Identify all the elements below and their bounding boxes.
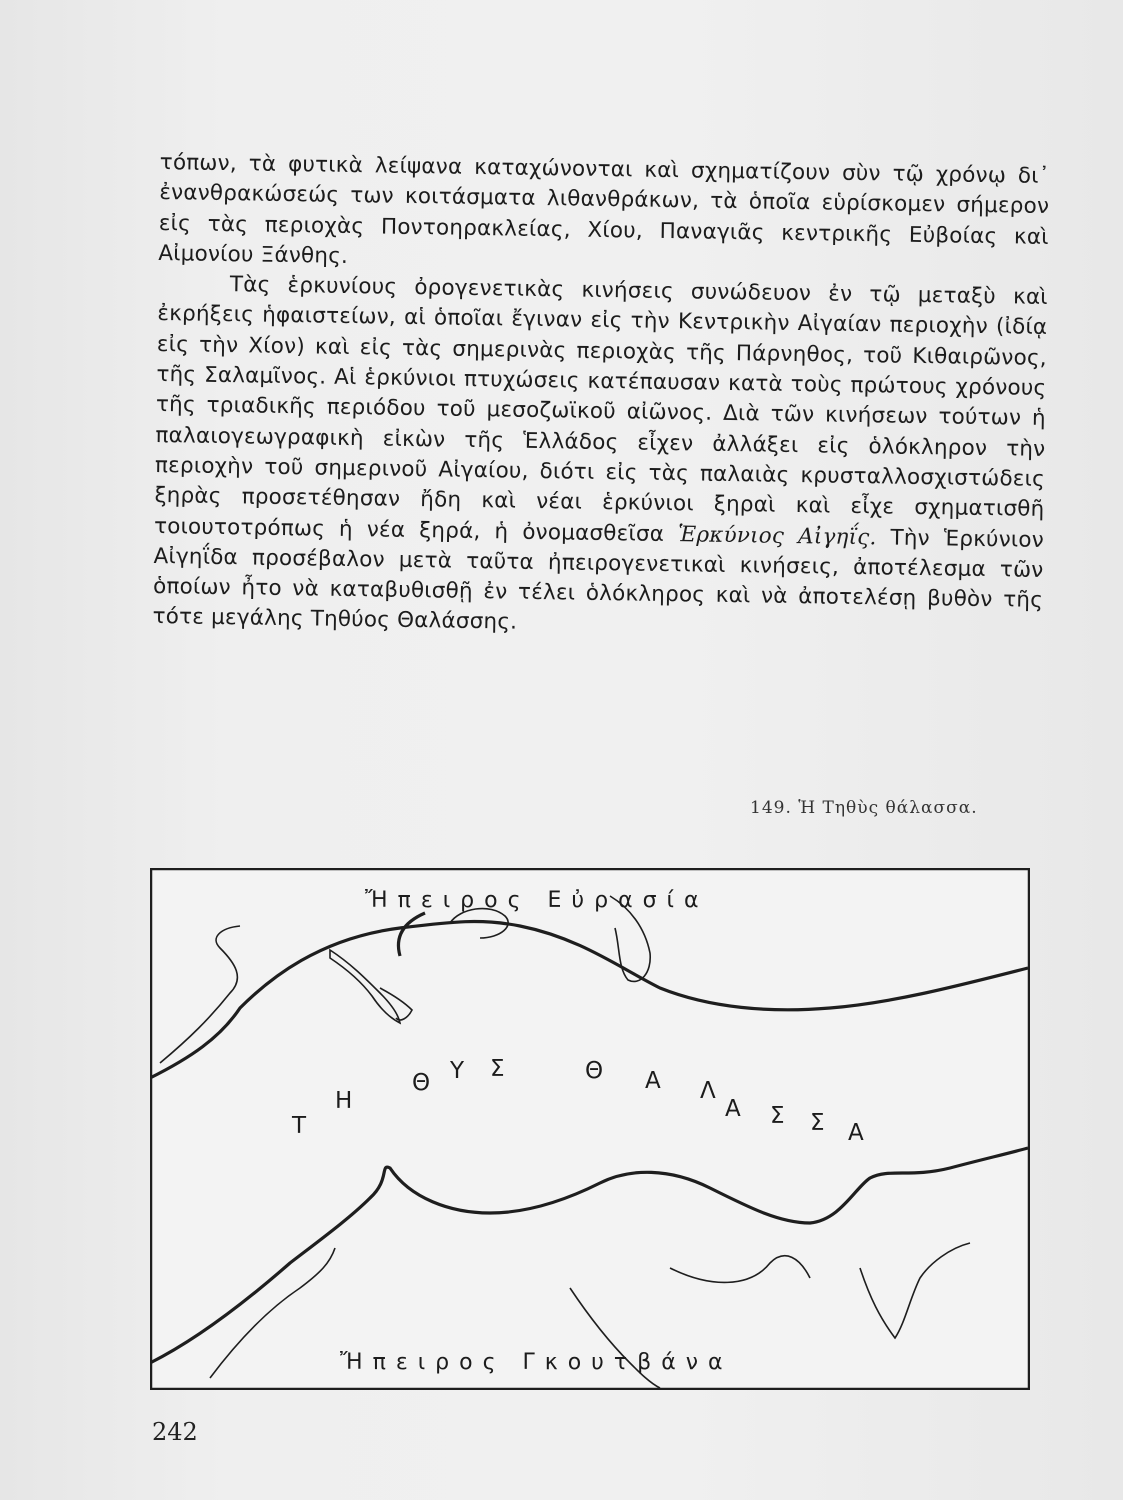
paragraph-2-tail: Τὴν Ἑρκύνιον Αἰγηΐδα προσέβαλον μετὰ ταῦτα ἠπειρογενετικαὶ κινήσεις, ἀποτέλεσμα τῶν ὁποίων ἦτο νὰ καταβυθισθῇ ἐν τέλει ὁλόκληρος καὶ νὰ ἀποτελέσῃ βυθὸν τῆς τότε μεγάλης Τηθύος Θαλάσσης. [152, 525, 1045, 636]
tethys-map [150, 868, 1030, 1390]
paragraph-1: τόπων, τὰ φυτικὰ λείψανα καταχώνονται καὶ σχηματίζουν σὺν τῷ χρόνῳ δι᾽ ἐνανθρακώσεώς των κοιτάσματα λιθανθράκων, τὰ ὁποῖα εὑρίσκομεν σήμερον εἰς τὰς περιοχὰς Ποντοηρακλείας, Χίου, Παναγιᾶς κεντρικῆς Εὐβοίας καὶ Αἰμονίου Ξάνθης. [158, 149, 1050, 269]
sea-letter: Σ [770, 1103, 785, 1129]
sea-letter: Σ [490, 1056, 505, 1082]
map-border [151, 869, 1029, 1389]
sea-letter: Θ [585, 1058, 604, 1084]
sea-letter: Σ [810, 1110, 825, 1136]
sea-letter: Α [848, 1120, 864, 1146]
paragraph-2 [152, 269, 1048, 646]
page-number: 242 [152, 1418, 198, 1446]
sea-letter: Θ [412, 1070, 431, 1096]
sea-letter: Α [725, 1096, 741, 1122]
label-gondwana: Ἤπειρος Γκουτβάνα [340, 1350, 733, 1375]
figure-caption: 149. Ἡ Τηθὺς θάλασσα. [750, 798, 978, 818]
body-text [152, 148, 1050, 647]
sea-letter: Τ [292, 1113, 307, 1139]
paragraph-2-text: Τὰς ἑρκυνίους ὀρογενετικὰς κινήσεις συνώδευον ἐν τῷ μεταξὺ καὶ ἐκρήξεις ἡφαιστείων, αἱ ὁποῖαι ἔγιναν εἰς τὴν Κεντρικὴν Αἰγαίαν περιοχὴν (ἰδίᾳ εἰς τὴν Χίον) καὶ εἰς τὰς σημερινὰς περιοχὰς τῆς Πάρνηθος, τοῦ Κιθαιρῶνος, τῆς Σαλαμῖνος. Αἱ ἑρκύνιοι πτυχώσεις κατέπαυσαν κατὰ τοὺς πρώτους χρόνους τῆς τριαδικῆς περιόδου τοῦ μεσοζωϊκοῦ αἰῶνος. Διὰ τῶν κινήσεων τούτων ἡ παλαιογεωγραφικὴ εἰκὼν τῆς Ἑλλάδος εἶχεν ἀλλάξει εἰς ὁλόκληρον τὴν περιοχὴν τοῦ σημερινοῦ Αἰγαίου, διότι εἰς τὰς παλαιὰς κρυσταλλοσχιστώδεις ξηρὰς προσετέθησαν ἤδη καὶ νέαι ἑρκύνιοι ξηραὶ καὶ εἶχε σχηματισθῆ τοιουτοτρόπως ἡ νέα ξηρά, ἡ ὀνομασθεῖσα [153, 272, 1048, 547]
label-eurasia: Ἤπειρος Εὐρασία [365, 888, 709, 913]
sea-letter: Α [645, 1068, 661, 1094]
map-drawing [150, 868, 1030, 1390]
sea-letter: Λ [700, 1078, 716, 1104]
sea-letter: Η [335, 1088, 353, 1114]
sea-letter: Υ [450, 1058, 465, 1084]
term-hercynian-aegeis: Ἑρκύνιος Αἰγηΐς. [677, 521, 877, 550]
